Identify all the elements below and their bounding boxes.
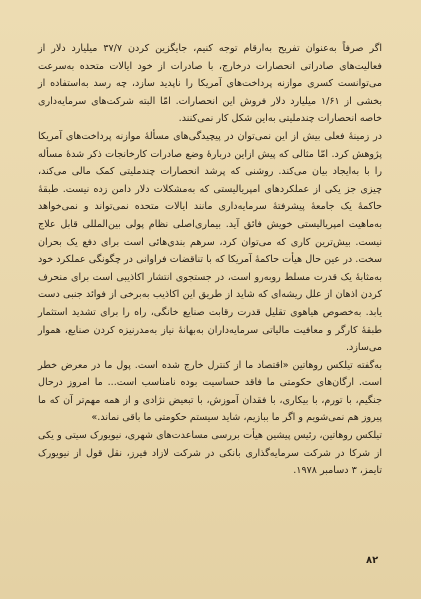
paragraph-3: به‌گفته تیلکس روهاتین «اقتصاد ما از کنترل خارج شده است. پول ما در معرض خطر است. ارگان‌های حکومتی ما فاقد حساسیت بوده نامناسب است... ما امروز درحال جنگیم، با تورم، با بیکاری، با فقدان آموزش، با تبعیض نژادی و از همه مهم‌تر آن که ما پیروز هم نمی‌شویم و اگر ما ببازیم، شاید سیستم حکومتی ما باقی نماند.»: [38, 359, 382, 424]
paragraph-4: تیلکس روهاتین، رئیس پیشین هیأت بررسی مساعدت‌های شهری، نیویورک سیتی و یکی از شرکا در شرکت سرمایه‌گذاری بانکی در شرکت لازاد فیرز، نقل قول از نیویورک تایمز، ۳ دسامبر ۱۹۷۸.: [38, 430, 382, 477]
paragraph-1: اگر صرفاً به‌عنوان تفریح به‌ارقام توجه کنیم، جایگزین کردن ۳۷/۷ میلیارد دلار از فعالیت‌های صادراتی انحصارات درخارج، با صادرات از خود ایالات متحده به‌سرعت می‌توانست کسری موازنه پرداخت‌های آمریکا را ناپدید سازد، چه رسد به‌استفاده از بخشی از ۱/۶۱ میلیارد دلار فروش این انحصارات. امّا البته شرکت‌های سرمایه‌داری خاصه انحصارات چندملیتی به‌این شکل کار نمی‌کنند.: [38, 43, 382, 125]
page-number: ۸۲: [366, 555, 379, 566]
paragraph-2: در زمینهٔ فعلی بیش از این نمی‌توان در پیچیدگی‌های مسألهٔ موازنه پرداخت‌های آمریکا پژوهش کرد. امّا مثالی که پیش ازاین دربارهٔ وضع صادرات کارخانجات ذکر شدهٔ مسأله را با به‌ایجاد بیان می‌کند. روشنی که پرشد انحصارات چندملیتی کمک مالی می‌کند، چیزی جز یکی از عملکردهای امپریالیستی که به‌مشکلات دلار دامن زده نیست. طبقهٔ حاکمهٔ یک جامعهٔ پیشرفتهٔ سرمایه‌داری مانند ایالات متحده نمی‌تواند و نمی‌خواهد به‌ماهیت امپریالیستی خویش فائق آید. بیماری‌اصلی نظام پولی بین‌المللی قابل علاج نیست. بیش‌ترین کاری که می‌توان کرد، سرهم بندی‌هائی است برای دفع یک بحران سخت. در عین حال هیأت حاکمهٔ آمریکا که با تناقضات فراوانی در چگونگی عملکرد خود به‌مثابهٔ یک قدرت مسلط روبه‌رو است، در جستجوی انتشار اکاذیبی است برای منحرف کردن اذهان از علل ریشه‌ای که شاید از طریق این اکاذیب به‌برخی از فوائد جنبی دست یابد. به‌خصوص هیاهوی تقلیل قدرت رقابت صنایع خانگی، راه را برای تشدید استثمار طبقهٔ کارگر و معافیت مالیاتی سرمایه‌داران به‌بهانهٔ نیاز به‌مدرنیزه کردن صنایع، هموار می‌سازد.: [38, 130, 382, 354]
body-text: [38, 40, 382, 480]
